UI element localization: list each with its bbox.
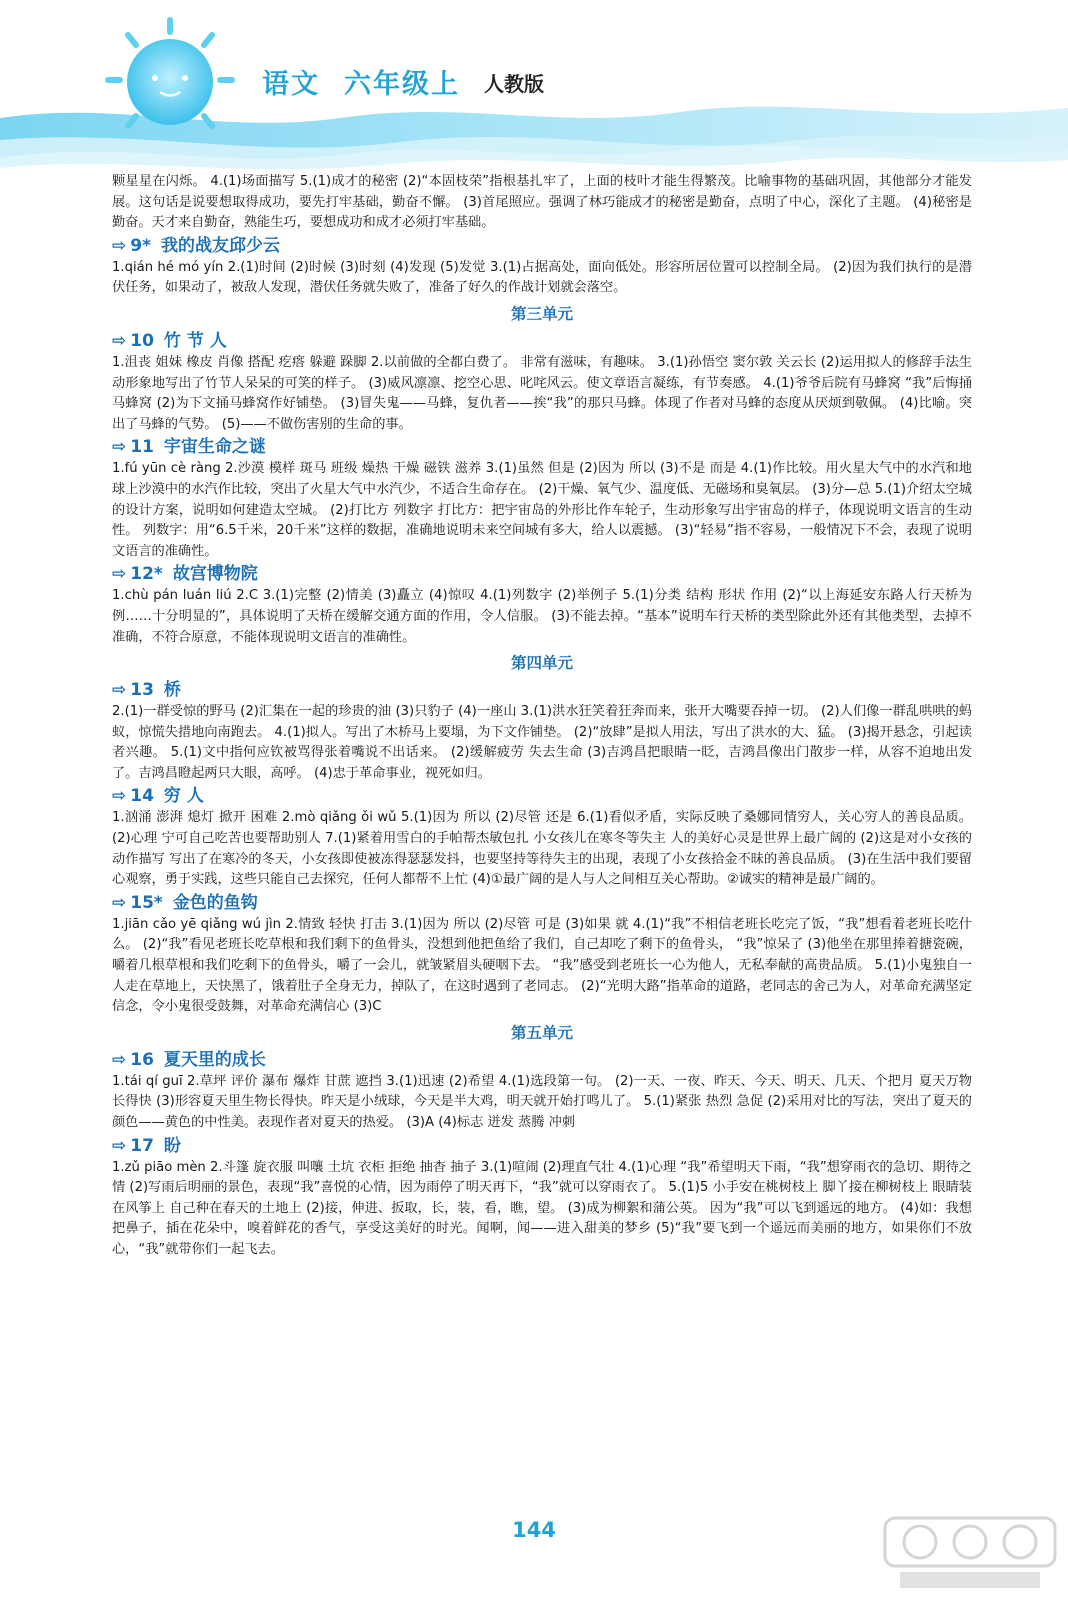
lesson-number: 14 bbox=[130, 786, 154, 807]
answer-paragraph: 颗星星在闪烁。 4.(1)场面描写 5.(1)成才的秘密 (2)“本固枝荣”指根基扎牢了，上面的枝叶才能生得繁茂。比喻事物的基础巩固，其他部分才能发展。这句话是说要想取得成功，要先打牢基础，勤奋不懈。 (3)首尾照应。强调了林巧能成才的秘密是勤奋，点明了中心，深化了主题。 (4)秘密是勤奋。天才来自勤奋，熟能生巧，要想成功和成才必须打牢基础。 bbox=[112, 174, 972, 231]
lesson-heading bbox=[112, 891, 972, 915]
answer-paragraph: 1.qián hé mó yín 2.(1)时间 (2)时候 (3)时刻 (4)发现 (5)发觉 3.(1)占据高处，面向低处。形容所居位置可以控制全局。 (2)因为我们执行的是潜伏任务，如果动了，被敌人发现，潜伏任务就失败了，准备了好久的作战计划就会落空。 bbox=[112, 259, 972, 296]
lesson-title: 穷 人 bbox=[163, 786, 204, 807]
lesson-title: 盼 bbox=[163, 1135, 181, 1156]
lesson-number: 15* bbox=[130, 892, 163, 913]
lesson-title: 我的战友邱少云 bbox=[160, 235, 280, 256]
page-header bbox=[0, 0, 1068, 170]
answer-paragraph: 1.汹涌 澎湃 熄灯 掀开 困难 2.mò qiǎng ǒi wǔ 5.(1)因为 所以 (2)尽管 还是 6.(1)看似矛盾，实际反映了桑娜同情穷人，关心穷人的善良品质。 (2)心理 宁可自己吃苦也要帮助别人 7.(1)紧着用雪白的手帕帮杰敏包扎 小女孩儿在寒冬等失主 人的美好心灵是世界上最广阔的 (2)这是对小女孩的动作描写 写出了在寒冷的冬天，小女孩即使被冻得瑟瑟发抖，也要坚持等待失主的出现，表现了小女孩拾金不昧的善良品质。 (3)在生活中我们要留心观察，勇于实践，这些只能自己去探究，任何人都帮不上忙 (4)①最广阔的是人与人之间相互关心帮助。②诚实的精神是最广阔的。 bbox=[112, 810, 972, 888]
sun-icon bbox=[108, 20, 232, 126]
watermark-logo-icon bbox=[880, 1510, 1060, 1595]
arrow-icon: ⇨ bbox=[112, 892, 127, 913]
lesson-number: 12* bbox=[130, 564, 163, 585]
lesson-heading bbox=[112, 1048, 972, 1072]
lesson-heading bbox=[112, 562, 972, 586]
lesson-number: 9* bbox=[130, 235, 151, 256]
answer-paragraph: 1.沮丧 姐妹 橡皮 肖像 搭配 疙瘩 躲避 跺脚 2.以前做的全都白费了。 非常有滋味，有趣味。 3.(1)孙悟空 窦尔敦 关云长 (2)运用拟人的修辞手法生动形象地写出了竹节人呆呆的可笑的样子。 (3)威风凛凛、挖空心思、叱咤风云。使文章语言凝练，有节奏感。 4.(1)爷爷后院有马蜂窝 “我”后悔捅马蜂窝 (2)为下文捅马蜂窝作好铺垫。 (3)冒失鬼——马蜂，复仇者——挨“我”的那只马蜂。体现了作者对马蜂的态度从厌烦到敬佩。 (4)比喻。突出了马蜂的气势。 (5)——不做伤害别的生命的事。 bbox=[112, 354, 972, 432]
header-subject: 语文 bbox=[262, 69, 320, 100]
lesson-title: 桥 bbox=[163, 680, 181, 701]
answer-paragraph: 1.zǔ piāo mèn 2.斗篷 旋衣服 叫嚷 土坑 衣柜 拒绝 抽杳 抽子 3.(1)喧闹 (2)理直气壮 4.(1)心理 “我”希望明天下雨，“我”想穿雨衣的急切、期待之情 (2)写雨后明丽的景色，表现“我”喜悦的心情，因为雨停了明天再下，“我”就可以穿雨衣了。 5.(1)5 小手安在桃树枝上 脚丫接在柳树枝上 眼睛装在风筝上 自己种在春天的土地上 (2)接，伸进、扳取，长，装，看，瞧，望。 (3)成为柳絮和蒲公英。 因为“我”可以飞到遥远的地方。 (4)如：我想把鼻子，插在花朵中，嗅着鲜花的香气，享受这美好的时光。闻啊，闻——进入甜美的梦乡 (5)“我”要飞到一个遥远而美丽的地方，如果你们不放心，“我”就带你们一起飞去。 bbox=[112, 1159, 972, 1257]
arrow-icon: ⇨ bbox=[112, 330, 127, 351]
lesson-title: 宇宙生命之谜 bbox=[163, 437, 266, 458]
arrow-icon: ⇨ bbox=[112, 786, 127, 807]
page-number: 144 bbox=[512, 1518, 556, 1542]
arrow-icon: ⇨ bbox=[112, 235, 127, 256]
lesson-heading bbox=[112, 234, 972, 258]
answer-paragraph: 1.fú yūn cè ràng 2.沙漠 模样 斑马 班级 燥热 干燥 磁铁 滋养 3.(1)虽然 但是 (2)因为 所以 (3)不是 而是 4.(1)作比较。用火星大气中的水汽和地球上沙漠中的水汽作比较，突出了火星大气中水汽少，不适合生命存在。 (2)干燥、氧气少、温度低、无磁场和臭氧层。 (3)分—总 5.(1)介绍太空城的设计方案，说明如何建造太空城。 (2)打比方 列数字 打比方：把宇宙岛的外形比作车轮子，生动形象写出宇宙岛的样子，体现说明文语言的生动性。 列数字：用“6.5千米，20千米”这样的数据，准确地说明未来空间城有多大，给人以震撼。 (3)“轻易”指不容易，一般情况下不会，表现了说明文语言的准确性。 bbox=[112, 461, 972, 559]
lesson-number: 13 bbox=[130, 680, 154, 701]
arrow-icon: ⇨ bbox=[112, 680, 127, 701]
lesson-heading bbox=[112, 784, 972, 808]
header-edition: 人教版 bbox=[484, 72, 544, 96]
arrow-icon: ⇨ bbox=[112, 564, 127, 585]
header-grade: 六年级上 bbox=[344, 69, 460, 100]
arrow-icon: ⇨ bbox=[112, 1049, 127, 1070]
arrow-icon: ⇨ bbox=[112, 437, 127, 458]
answer-paragraph: 1.chù pán luán liú 2.C 3.(1)完整 (2)情美 (3)矗立 (4)惊叹 4.(1)列数字 (2)举例子 5.(1)分类 结构 形状 作用 (2)“以上海延安东路人行天桥为例……十分明显的”，具体说明了天桥在缓解交通方面的作用，令人信服。 (3)不能去掉。“基本”说明车行天桥的类型除此外还有其他类型，去掉不准确，不符合原意，不能体现说明文语言的准确性。 bbox=[112, 588, 972, 645]
lesson-heading bbox=[112, 435, 972, 459]
lesson-title: 金色的鱼钩 bbox=[172, 892, 258, 913]
answer-paragraph: 1.jiān cǎo yē qiǎng wú jìn 2.情致 轻快 打击 3.(1)因为 所以 (2)尽管 可是 (3)如果 就 4.(1)“我”不相信老班长吃完了饭，“我”想看着老班长吃什么。 (2)“我”看见老班长吃草根和我们剩下的鱼骨头，没想到他把鱼给了我们，自己却吃了剩下的鱼骨头， “我”惊呆了 (3)他坐在那里捧着搪瓷碗，嚼着几根草根和我们吃剩下的鱼骨头，嚼了一会儿，就皱紧眉头硬咽下去。 “我”感受到老班长一心为他人，无私奉献的高贵品质。 5.(1)小鬼独自一人走在草地上，天快黑了，饿着肚子全身无力，掉队了，在这时遇到了老同志。 (2)“光明大路”指革命的道路，老同志的舍己为人，对革命充满坚定信念，令小鬼很受鼓舞，对革命充满信心 (3)C bbox=[112, 916, 972, 1015]
unit-heading: 第四单元 bbox=[510, 654, 573, 673]
lesson-heading bbox=[112, 678, 972, 702]
lesson-number: 10 bbox=[130, 330, 154, 351]
lesson-number: 17 bbox=[130, 1135, 154, 1156]
answer-content bbox=[112, 172, 972, 1261]
answer-paragraph: 2.(1)一群受惊的野马 (2)汇集在一起的珍贵的油 (3)只豹子 (4)一座山 3.(1)洪水狂笑着狂奔而来，张开大嘴要吞掉一切。 (2)人们像一群乱哄哄的蚂蚁，惊慌失措地向南跑去。 4.(1)拟人。写出了木桥马上要塌，为下文作铺垫。 (2)“放肆”是拟人用法，写出了洪水的大、猛。 (3)揭开悬念，引起读者兴趣。 5.(1)文中指何应钦被骂得张着嘴说不出话来。 (2)缓解疲劳 失去生命 (3)吉鸿昌把眼睛一眨，吉鸿昌像出门散步一样，从容不迫地出发了。吉鸿昌瞪起两只大眼，高呼。 (4)忠于革命事业，视死如归。 bbox=[112, 704, 972, 781]
answer-paragraph: 1.tái qí guī 2.草坪 评价 瀑布 爆炸 甘蔗 遮挡 3.(1)迅速 (2)希望 4.(1)选段第一句。 (2)一天、一夜、昨天、今天、明天、几天、个把月 夏天万物长得快 (3)形容夏天里生物长得快。昨天是小绒球，今天是半大鸡，明天就开始打鸣儿了。 5.(1)紧张 热烈 急促 (2)采用对比的写法，突出了夏天的颜色——黄色的中性美。表现作者对夏天的热爱。 (3)A (4)标志 迸发 蒸腾 冲刺 bbox=[112, 1073, 972, 1130]
lesson-heading bbox=[112, 329, 972, 353]
lesson-number: 11 bbox=[130, 437, 154, 458]
lesson-title: 竹 节 人 bbox=[163, 330, 227, 351]
lesson-title: 夏天里的成长 bbox=[163, 1049, 266, 1070]
lesson-heading bbox=[112, 1134, 972, 1158]
unit-heading: 第三单元 bbox=[510, 304, 573, 323]
lesson-title: 故宫博物院 bbox=[172, 564, 258, 585]
lesson-number: 16 bbox=[130, 1049, 154, 1070]
unit-heading: 第五单元 bbox=[510, 1023, 573, 1042]
arrow-icon: ⇨ bbox=[112, 1135, 127, 1156]
